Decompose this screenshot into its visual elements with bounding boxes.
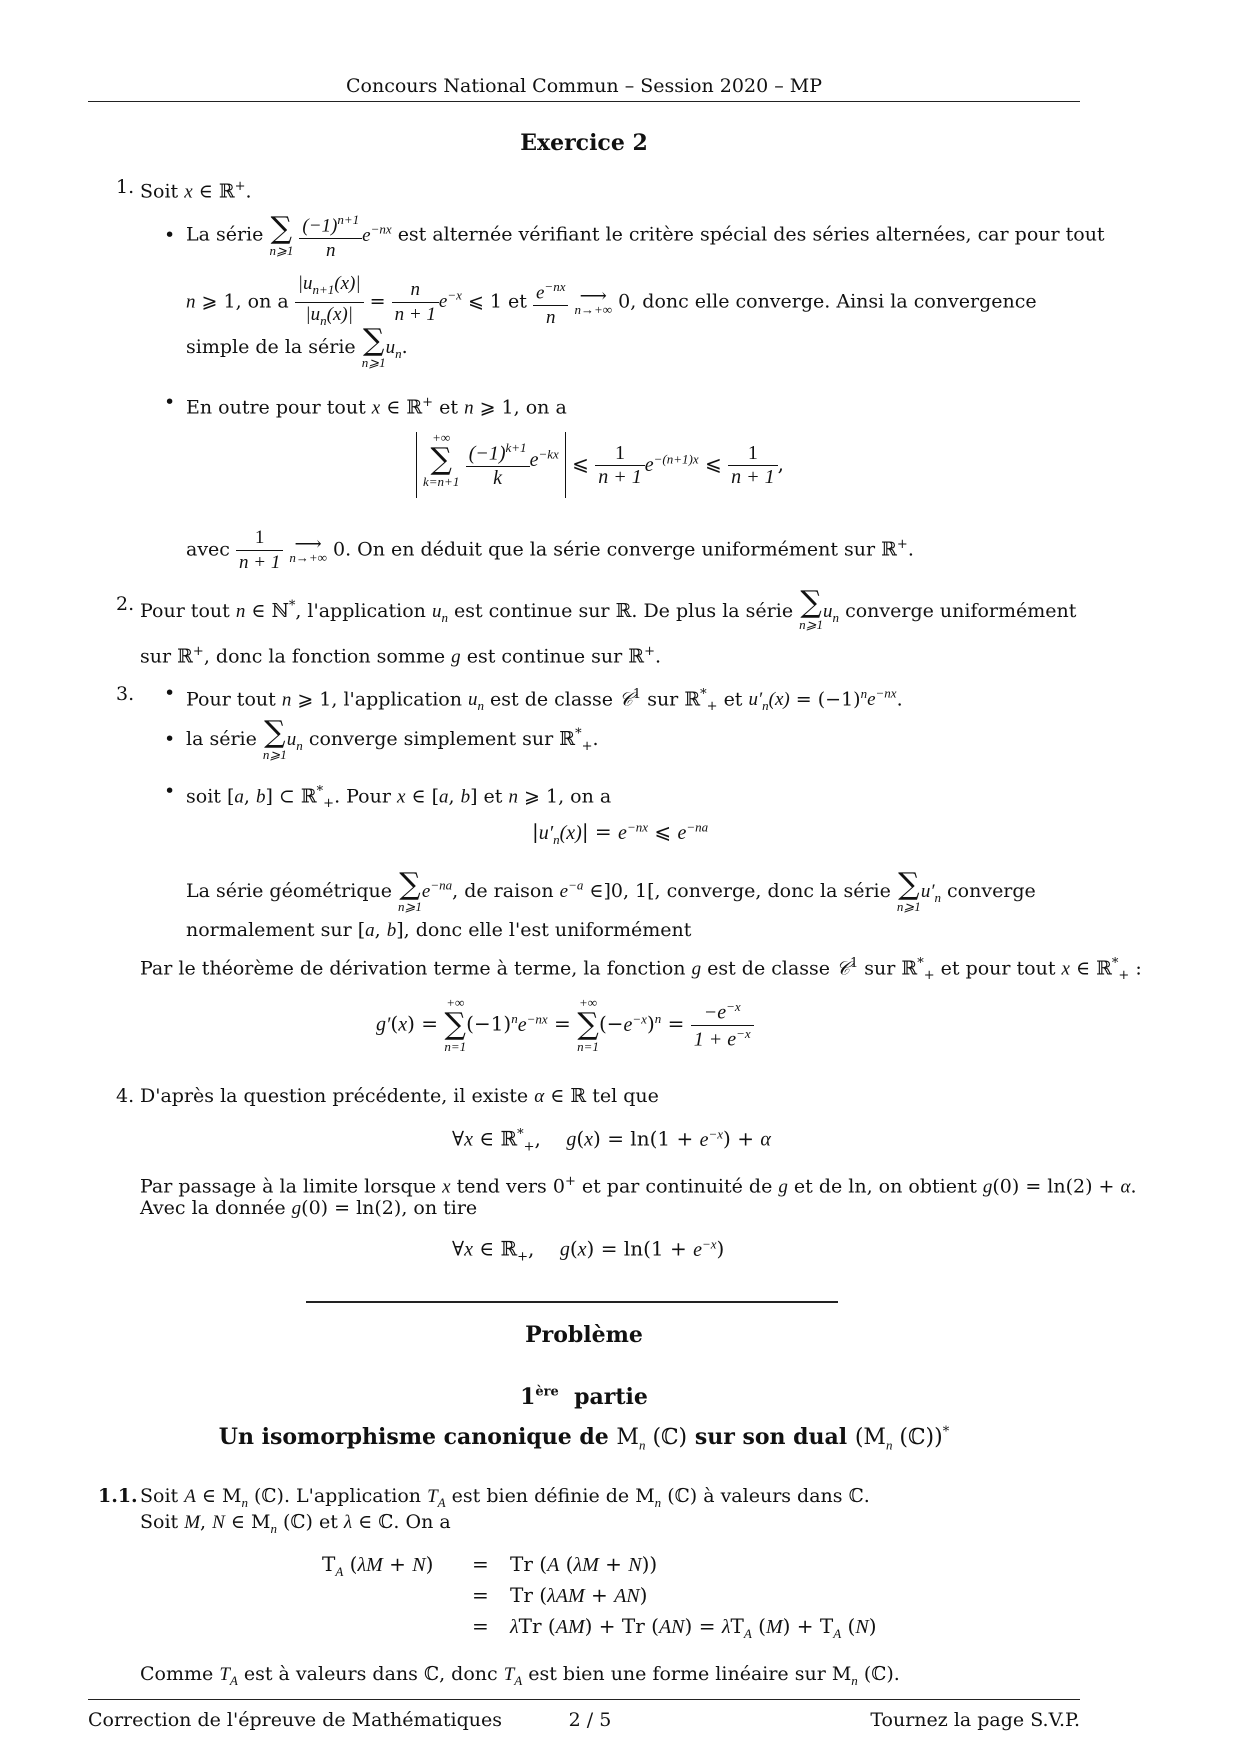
problem-title: Problème <box>525 1322 643 1348</box>
q2-line2: sur ℝ+, donc la fonction somme g est continue sur ℝ+. <box>140 644 662 668</box>
bullet: • <box>164 224 176 246</box>
bullet: • <box>164 780 176 802</box>
g-prime-formula: g′(x) = +∞ ∑ n=1 $(-1)^ne^{-nx}$ = +∞ ∑ n=1 $(-e^{-x})^n$ = $\frac{-e^{-x}}{1 + e^{-x}}$ <box>376 996 754 1054</box>
page-header: Concours National Commun – Session 2020 – MP <box>346 75 822 97</box>
linearity-step2: Tr (λAM + AN) <box>510 1583 648 1607</box>
q4-line3: Avec la donnée g(0) = ln(2), on tire <box>140 1197 478 1219</box>
eq-sign: = <box>472 1614 489 1638</box>
q1-number: 1. <box>116 176 135 198</box>
g-formula-closed: ∀x ∈ ℝ$_+$, $g(x) = \ln(1 + e^{-x})$ <box>452 1236 725 1265</box>
header-rule <box>88 101 1080 102</box>
q3-geo-line1: La série géométrique ∑ n⩾1 $e^{-na}$, de raison $e^{-a}$ ∈]0, 1[, converge, donc la série ∑ n⩾1 $u'_n$ converge <box>186 867 1036 914</box>
section-separator <box>306 1301 838 1303</box>
q3-b1: Pour tout n ⩾ 1, l'application $u_n$ est de classe 𝒞$^1$ sur ℝ*$_+$ et $u'_n(x) = (-1)^ne^{-nx}$. <box>186 686 903 715</box>
remainder-inequality: +∞ ∑ k=n+1 $\frac{(-1)^{k+1}}{k}$ $e^{-kx}$ ⩽ $\frac{1}{n + 1}$ $e^{-(n+1)x}$ ⩽ $\frac{1}{n + 1}$ , <box>416 432 784 498</box>
g-formula-open: ∀x ∈ ℝ*$_+$, $g(x) = \ln(1 + e^{-x}) + \alpha$ <box>452 1126 771 1155</box>
linearity-step1: Tr (A (λM + N)) <box>510 1552 658 1576</box>
q11-number: 1.1. <box>98 1485 138 1507</box>
part-title: Un isomorphisme canonique de $M_n$ (ℂ) sur son dual ($M_n$ (ℂ))* <box>218 1424 950 1453</box>
q1-b1-line1: La série ∑ n⩾1 $\frac{(-1)^{n+1}}{n}$ $e^{-nx}$ est alternée vérifiant le critère spécial des séries alternées, car pour tout <box>186 208 1105 263</box>
q3-b3: soit [a, b] ⊂ ℝ*$_+$. Pour x ∈ [a, b] et n ⩾ 1, on a <box>186 784 612 812</box>
exercise-title: Exercice 2 <box>520 130 648 156</box>
footer-left: Correction de l'épreuve de Mathématiques <box>88 1709 502 1731</box>
bullet: • <box>164 728 176 750</box>
q1-intro: Soit x ∈ ℝ+. <box>140 179 252 203</box>
eq-sign: = <box>472 1552 489 1576</box>
bullet: • <box>164 391 176 413</box>
q11-conclusion: Comme $T_A$ est à valeurs dans ℂ, donc $T_A$ est bien une forme linéaire sur $M_n$ (ℂ). <box>140 1663 900 1688</box>
q3-geo-line2: normalement sur [a, b], donc elle l'est uniformément <box>186 919 692 941</box>
eq-sign: = <box>472 1583 489 1607</box>
q1-b1-line3: simple de la série ∑ n⩾1 $u_n$. <box>186 323 408 370</box>
q1-b2-line2: avec $\frac{1}{n + 1}$ ⟶ n→+∞ 0. On en déduit que la série converge uniformément sur ℝ+. <box>186 527 914 573</box>
q11-line2: Soit M, N ∈ $M_n$ (ℂ) et λ ∈ ℂ. On a <box>140 1511 451 1536</box>
page-number: 2 / 5 <box>568 1709 612 1731</box>
q4-line1: D'après la question précédente, il existe α ∈ ℝ tel que <box>140 1085 659 1107</box>
linearity-step3: λTr (AM) + Tr $(AN) = \lambda T_A$ $(M) + T_A$ (N) <box>510 1614 877 1641</box>
q4-line2: Par passage à la limite lorsque x tend vers 0+ et par continuité de g et de ln, on obtient g(0) = ln(2) + α. <box>140 1174 1137 1198</box>
derivative-bound: $|u'_n(x)| = e^{-nx}$ ⩽ $e^{-na}$ <box>532 819 709 847</box>
bullet: • <box>164 682 176 704</box>
q4-number: 4. <box>116 1085 135 1107</box>
q11-line1: Soit A ∈ $M_n$ (ℂ). L'application $T_A$ est bien définie de $M_n$ (ℂ) à valeurs dans ℂ. <box>140 1485 870 1510</box>
q1-b1-line2: n ⩾ 1, on a $\frac{|u_{n+1}(x)|}{|u_n(x)|}$ = $\frac{n}{n + 1}$ $e^{-x}$ ⩽ 1 et $\frac{e^{-nx}}{n}$ ⟶ n→+∞ 0, donc elle converge. Ainsi la convergence <box>186 273 1037 328</box>
footer-rule <box>88 1699 1080 1700</box>
footer-right: Tournez la page S.V.P. <box>870 1709 1080 1731</box>
q3-number: 3. <box>116 683 135 705</box>
q1-b2-line1: En outre pour tout x ∈ ℝ+ et n ⩾ 1, on a <box>186 395 567 419</box>
q2-number: 2. <box>116 593 135 615</box>
q3-b2: la série ∑ n⩾1 $u_n$ converge simplement sur ℝ*$_+$. <box>186 715 599 762</box>
part-heading: 1ère partie <box>520 1384 648 1410</box>
q3-deriv-line: Par le théorème de dérivation terme à terme, la fonction g est de classe 𝒞$^1$ sur ℝ*$_+$ et pour tout x ∈ ℝ*$_+$ : <box>140 956 1142 984</box>
linearity-lhs: $T_A$ (λM + N) <box>322 1552 434 1579</box>
q2-line1: Pour tout n ∈ ℕ*, l'application $u_n$ est continue sur ℝ. De plus la série ∑ n⩾1 $u_n$ converge uniformément <box>140 585 1077 632</box>
